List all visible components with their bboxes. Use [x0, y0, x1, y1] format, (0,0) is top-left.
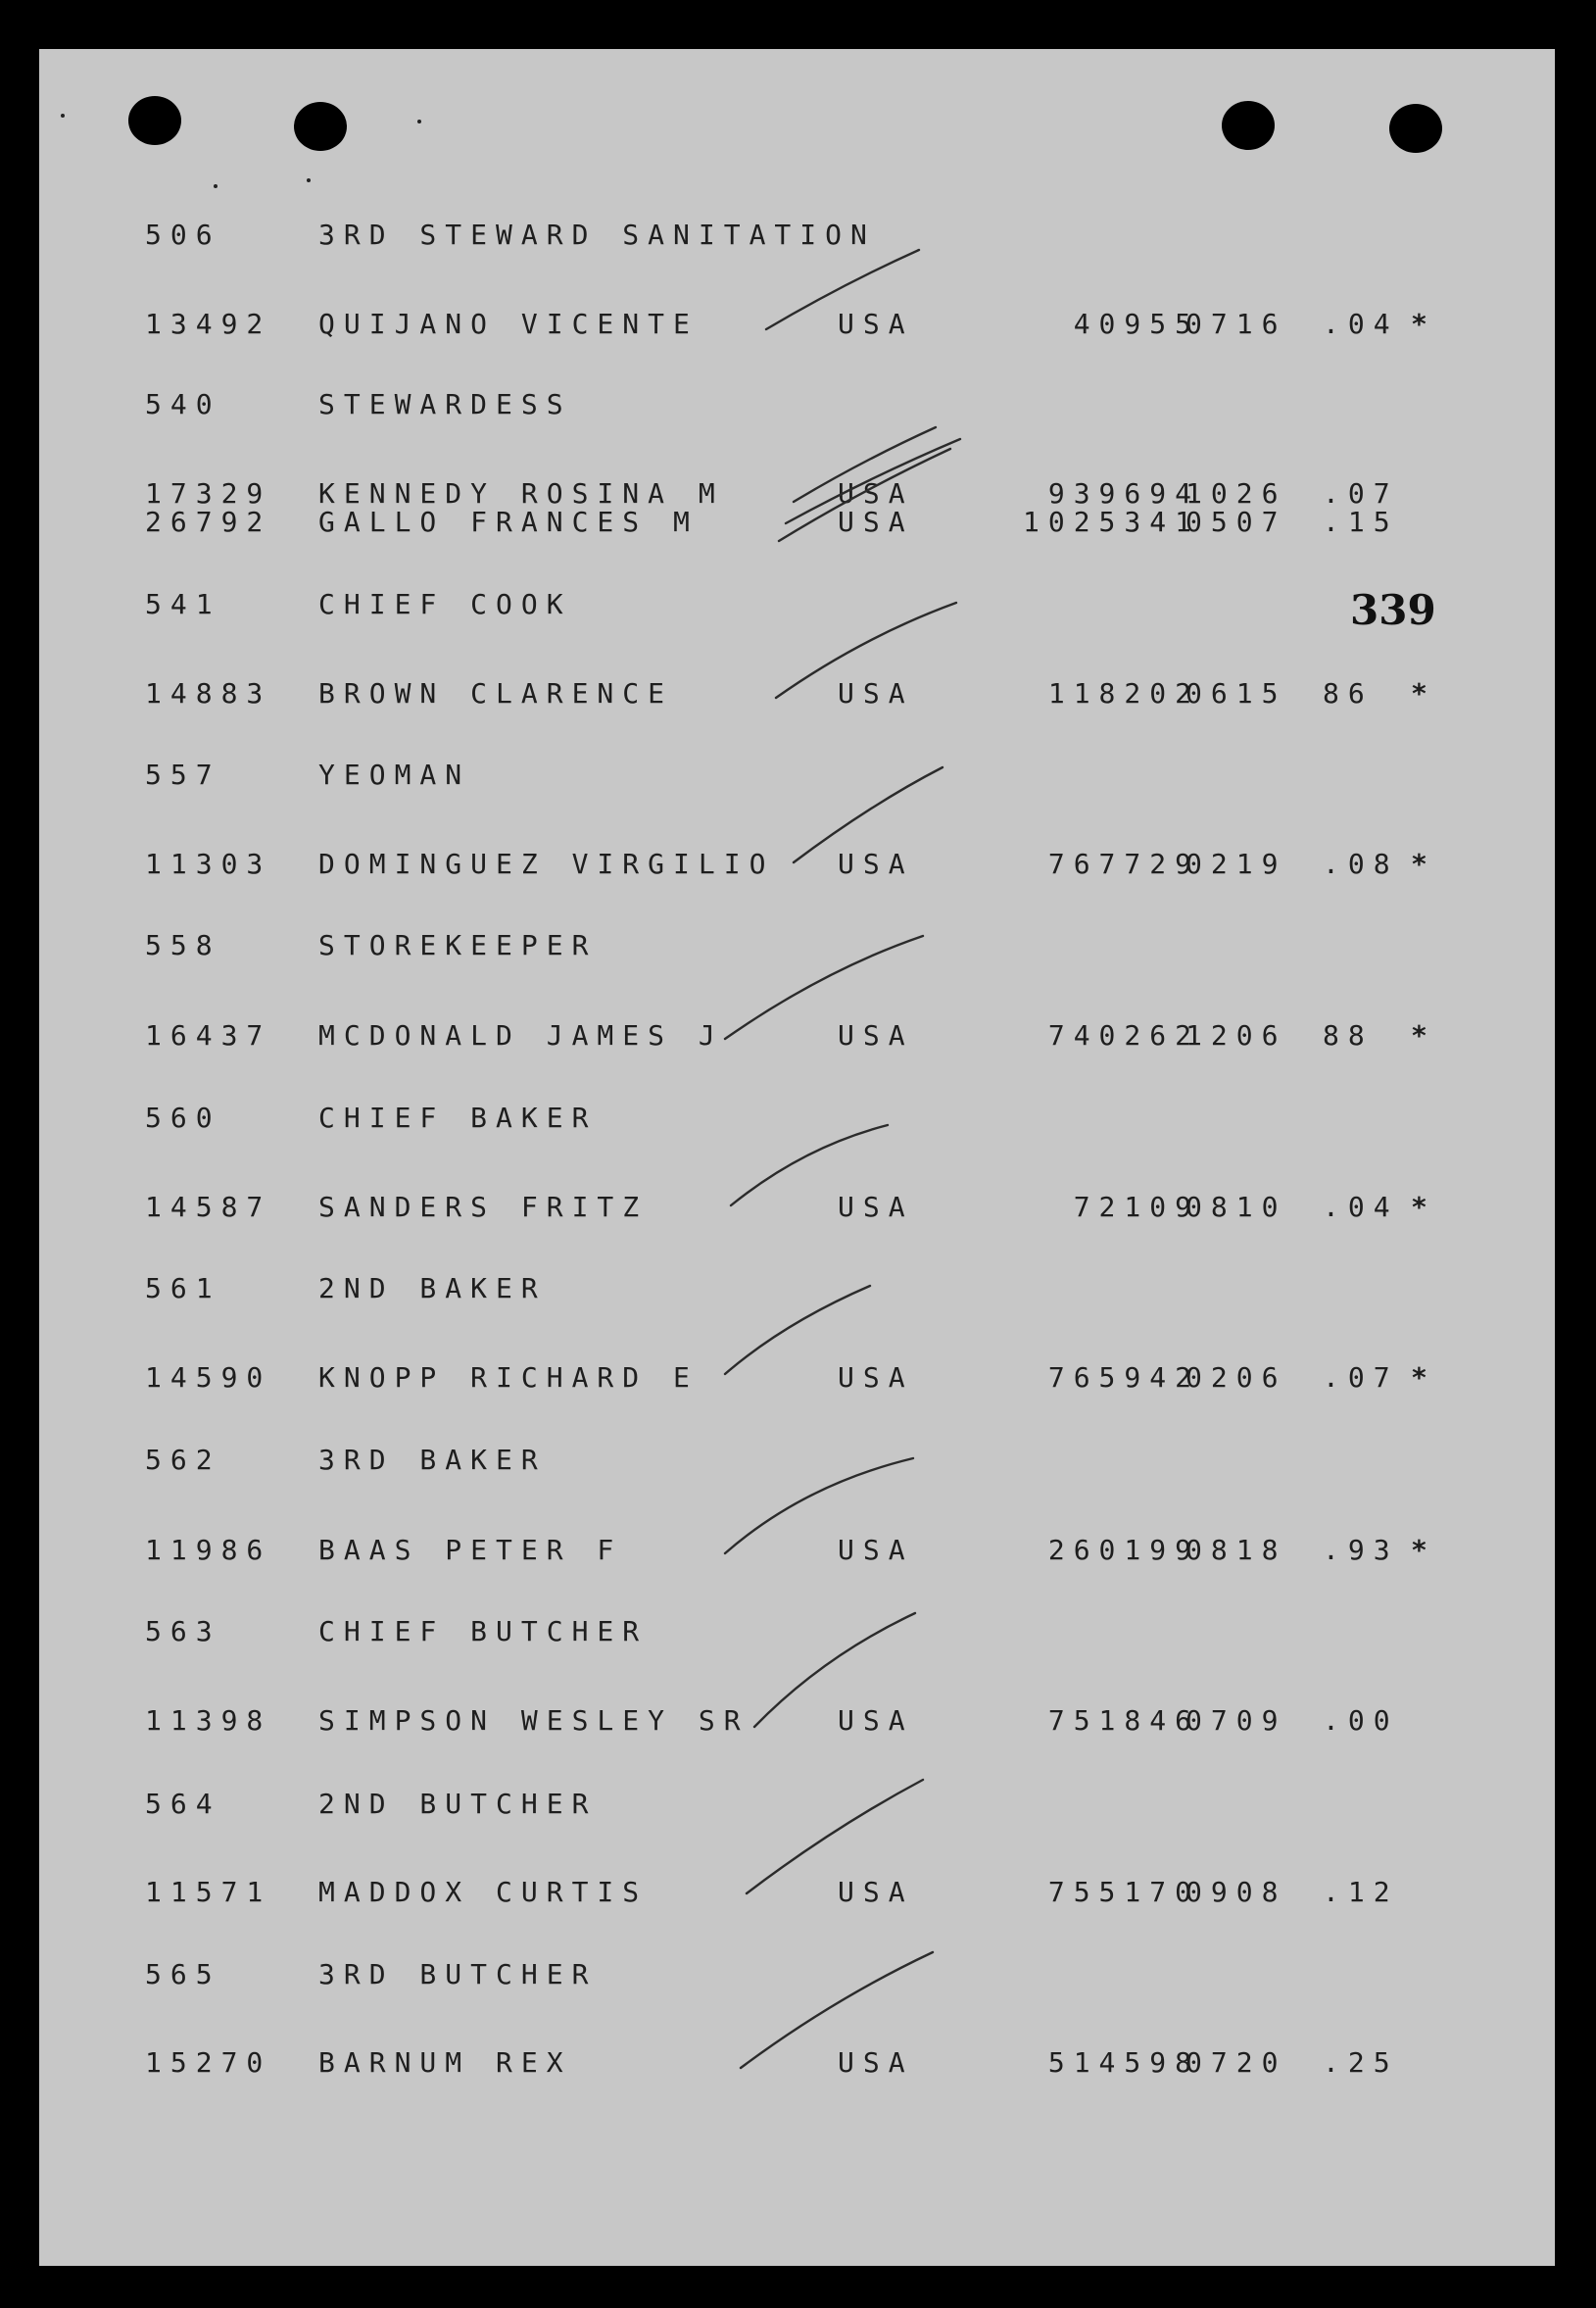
crew-name: QUIJANO VICENTE	[318, 308, 699, 340]
job-heading-row	[39, 759, 1555, 798]
job-code: 540	[145, 388, 221, 420]
date-code: 0206	[1185, 1361, 1287, 1394]
nationality: USA	[838, 1876, 914, 1908]
crew-name: MADDOX CURTIS	[318, 1876, 649, 1908]
document-page	[39, 49, 1555, 2266]
amount: 86	[1323, 677, 1374, 710]
crew-id: 26792	[145, 506, 272, 538]
document-number: 118202	[1047, 677, 1200, 710]
nationality: USA	[838, 2046, 914, 2079]
crew-name: DOMINGUEZ VIRGILIO	[318, 848, 775, 880]
document-number: 751846	[1047, 1704, 1200, 1737]
job-title: CHIEF BUTCHER	[318, 1615, 649, 1647]
job-title: 3RD BAKER	[318, 1444, 547, 1476]
crew-entry-row	[39, 1361, 1555, 1400]
document-number: 514598	[1047, 2046, 1200, 2079]
job-title: 3RD BUTCHER	[318, 1958, 598, 1990]
crew-id: 13492	[145, 308, 272, 340]
job-code: 557	[145, 759, 221, 791]
crew-name: BARNUM REX	[318, 2046, 572, 2079]
speck	[61, 114, 65, 118]
job-title: YEOMAN	[318, 759, 471, 791]
crew-id: 14590	[145, 1361, 272, 1394]
job-code: 560	[145, 1102, 221, 1134]
date-code: 0720	[1185, 2046, 1287, 2079]
job-title: STOREKEEPER	[318, 929, 598, 961]
amount: .00	[1323, 1704, 1399, 1737]
crew-name: SIMPSON WESLEY SR	[318, 1704, 750, 1737]
date-code: 0709	[1185, 1704, 1287, 1737]
crew-name: GALLO FRANCES M	[318, 506, 699, 538]
job-title: 2ND BAKER	[318, 1272, 547, 1304]
job-heading-row	[39, 929, 1555, 968]
amount: .15	[1323, 506, 1399, 538]
job-heading-row	[39, 1615, 1555, 1654]
crew-entry-row	[39, 1191, 1555, 1230]
amount: 88	[1323, 1019, 1374, 1052]
crew-id: 11303	[145, 848, 272, 880]
crew-entry-row	[39, 848, 1555, 887]
document-number: 40955	[1073, 308, 1200, 340]
date-code: 0219	[1185, 848, 1287, 880]
crew-name: BAAS PETER F	[318, 1534, 623, 1566]
asterisk-flag: *	[1411, 848, 1436, 880]
crew-entry-row	[39, 1876, 1555, 1915]
job-code: 541	[145, 588, 221, 620]
job-code: 506	[145, 219, 221, 251]
crew-id: 16437	[145, 1019, 272, 1052]
date-code: 1206	[1185, 1019, 1287, 1052]
document-number: 755170	[1047, 1876, 1200, 1908]
asterisk-flag: *	[1411, 1361, 1436, 1394]
job-heading-row	[39, 1958, 1555, 1997]
nationality: USA	[838, 308, 914, 340]
nationality: USA	[838, 1704, 914, 1737]
nationality: USA	[838, 848, 914, 880]
crew-name: BROWN CLARENCE	[318, 677, 674, 710]
date-code: 0908	[1185, 1876, 1287, 1908]
document-number: 939694	[1047, 477, 1200, 510]
punch-hole	[1222, 101, 1275, 150]
job-title: STEWARDESS	[318, 388, 572, 420]
nationality: USA	[838, 477, 914, 510]
crew-id: 14587	[145, 1191, 272, 1223]
job-code: 563	[145, 1615, 221, 1647]
crew-name: MCDONALD JAMES J	[318, 1019, 724, 1052]
punch-hole	[294, 102, 347, 151]
crew-name: KENNEDY ROSINA M	[318, 477, 724, 510]
job-title: 2ND BUTCHER	[318, 1788, 598, 1820]
amount: .07	[1323, 477, 1399, 510]
job-code: 561	[145, 1272, 221, 1304]
crew-entry-row	[39, 677, 1555, 716]
job-heading-row	[39, 219, 1555, 258]
crew-entry-row	[39, 1019, 1555, 1058]
amount: .93	[1323, 1534, 1399, 1566]
speck	[417, 120, 421, 123]
crew-name: SANDERS FRITZ	[318, 1191, 649, 1223]
document-number: 1025341	[1022, 506, 1200, 538]
job-heading-row	[39, 1272, 1555, 1311]
crew-entry-row	[39, 308, 1555, 347]
date-code: 0810	[1185, 1191, 1287, 1223]
document-number: 740262	[1047, 1019, 1200, 1052]
job-code: 565	[145, 1958, 221, 1990]
crew-name: KNOPP RICHARD E	[318, 1361, 699, 1394]
nationality: USA	[838, 1534, 914, 1566]
document-number: 767729	[1047, 848, 1200, 880]
nationality: USA	[838, 1019, 914, 1052]
asterisk-flag: *	[1411, 1534, 1436, 1566]
amount: .25	[1323, 2046, 1399, 2079]
job-heading-row	[39, 588, 1555, 627]
date-code: 0818	[1185, 1534, 1287, 1566]
document-number: 72109	[1073, 1191, 1200, 1223]
asterisk-flag: *	[1411, 1191, 1436, 1223]
punch-hole	[1389, 104, 1442, 153]
job-title: 3RD STEWARD SANITATION	[318, 219, 876, 251]
date-code: 1026	[1185, 477, 1287, 510]
asterisk-flag: *	[1411, 308, 1436, 340]
crew-entry-row	[39, 1704, 1555, 1743]
crew-id: 17329	[145, 477, 272, 510]
pencil-check-marks	[39, 49, 1555, 2266]
job-code: 564	[145, 1788, 221, 1820]
amount: .04	[1323, 308, 1399, 340]
page-number: 339	[1350, 586, 1436, 634]
amount: .04	[1323, 1191, 1399, 1223]
nationality: USA	[838, 1191, 914, 1223]
job-code: 558	[145, 929, 221, 961]
job-heading-row	[39, 1102, 1555, 1141]
job-heading-row	[39, 1444, 1555, 1483]
amount: .12	[1323, 1876, 1399, 1908]
crew-entry-row	[39, 2046, 1555, 2086]
nationality: USA	[838, 677, 914, 710]
asterisk-flag: *	[1411, 677, 1436, 710]
document-number: 260199	[1047, 1534, 1200, 1566]
amount: .08	[1323, 848, 1399, 880]
crew-id: 11398	[145, 1704, 272, 1737]
crew-entry-row	[39, 506, 1555, 545]
crew-id: 14883	[145, 677, 272, 710]
date-code: 0507	[1185, 506, 1287, 538]
crew-entry-row	[39, 1534, 1555, 1573]
speck	[307, 178, 311, 182]
job-heading-row	[39, 1788, 1555, 1827]
date-code: 0615	[1185, 677, 1287, 710]
nationality: USA	[838, 506, 914, 538]
speck	[214, 184, 218, 188]
job-heading-row	[39, 388, 1555, 427]
amount: .07	[1323, 1361, 1399, 1394]
job-title: CHIEF COOK	[318, 588, 572, 620]
crew-id: 15270	[145, 2046, 272, 2079]
job-title: CHIEF BAKER	[318, 1102, 598, 1134]
job-code: 562	[145, 1444, 221, 1476]
asterisk-flag: *	[1411, 1019, 1436, 1052]
punch-hole	[128, 96, 181, 145]
crew-id: 11571	[145, 1876, 272, 1908]
date-code: 0716	[1185, 308, 1287, 340]
crew-id: 11986	[145, 1534, 272, 1566]
nationality: USA	[838, 1361, 914, 1394]
document-number: 765942	[1047, 1361, 1200, 1394]
